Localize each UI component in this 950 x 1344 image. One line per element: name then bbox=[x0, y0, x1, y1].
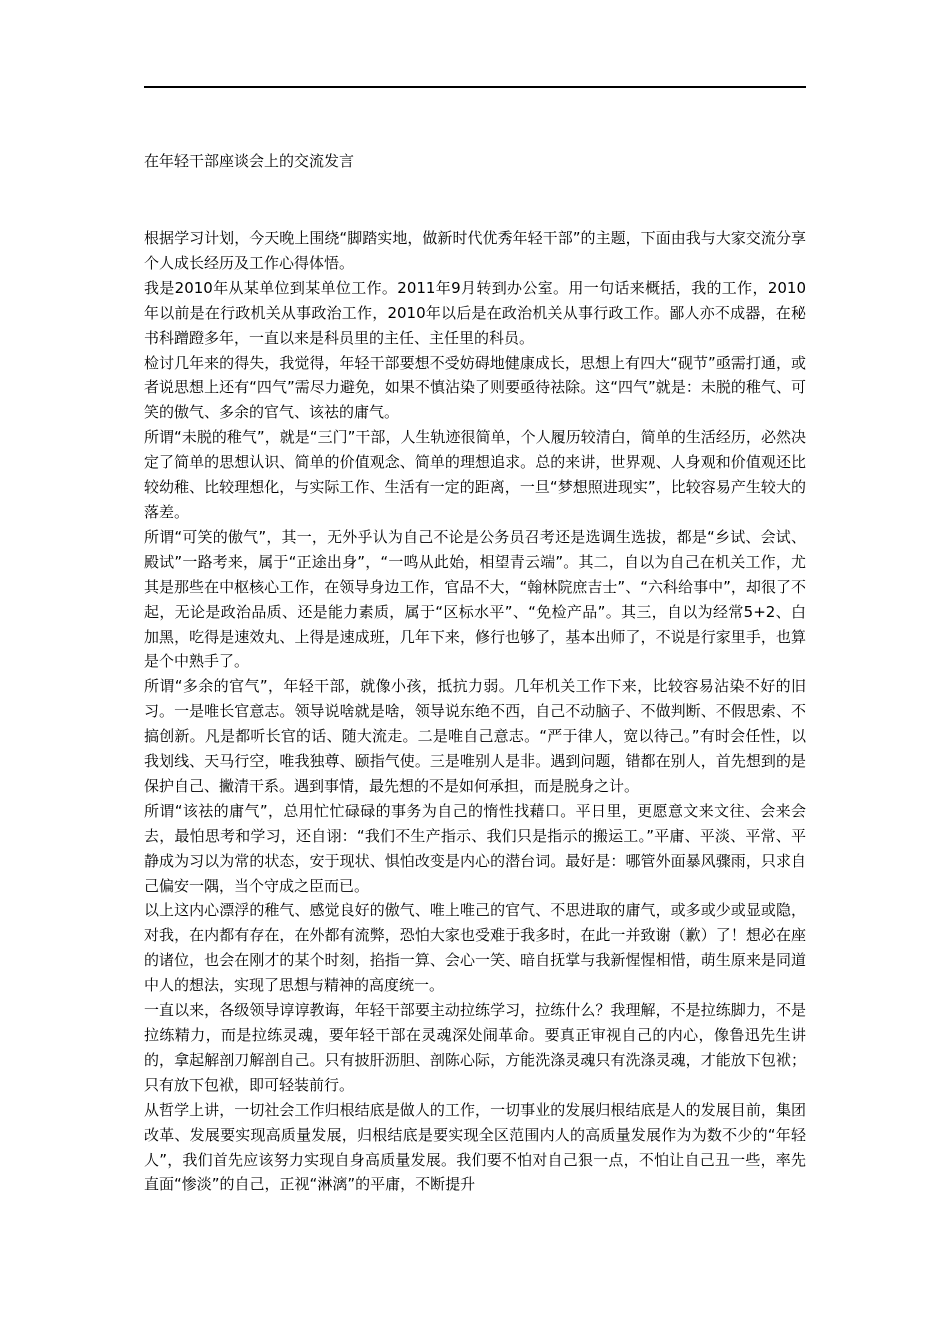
document-title: 在年轻干部座谈会上的交流发言 bbox=[144, 152, 355, 170]
paragraph: 我是2010年从某单位到某单位工作。2011年9月转到办公室。用一句话来概括，我的工作，2010年以前是在行政机关从事政治工作，2010年以后是在政治机关从事行政工作。鄙人亦不成器，在秘书科蹭蹬多年，一直以来是科员里的主任、主任里的科员。 bbox=[144, 278, 806, 347]
paragraph: 根据学习计划，今天晚上围绕“脚踏实地，做新时代优秀年轻干部”的主题，下面由我与大家交流分享个人成长经历及工作心得体悟。 bbox=[144, 229, 806, 272]
document-body bbox=[144, 226, 806, 1197]
paragraph: 所谓“该祛的庸气”，总用忙忙碌碌的事务为自己的惰性找藉口。平日里，更愿意文来文往、会来会去，最怕思考和学习，还自诩：“我们不生产指示、我们只是指示的搬运工。”平庸、平淡、平常、平静成为习以为常的状态，安于现状、惧怕改变是内心的潜台词。最好是：哪管外面暴风骤雨，只求自己偏安一隅，当个守成之臣而已。 bbox=[144, 801, 806, 895]
paragraph: 一直以来，各级领导谆谆教诲，年轻干部要主动拉练学习，拉练什么？我理解，不是拉练脚力，不是拉练精力，而是拉练灵魂，要年轻干部在灵魂深处闹革命。要真正审视自己的内心，像鲁迅先生讲的，拿起解剖刀解剖自己。只有披肝沥胆、剖陈心际，方能洗涤灵魂只有洗涤灵魂，才能放下包袱；只有放下包袱，即可轻装前行。 bbox=[144, 1001, 806, 1094]
paragraph: 以上这内心漂浮的稚气、感觉良好的傲气、唯上唯己的官气、不思进取的庸气，或多或少或显或隐，对我，在内都有存在，在外都有流弊，恐怕大家也受难于我多时，在此一并致谢（歉）了！想必在座的诸位，也会在刚才的某个时刻，掐指一算、会心一笑、暗自抚掌与我新惺惺相惜，萌生原来是同道中人的想法，实现了思想与精神的高度统一。 bbox=[144, 901, 806, 995]
header-rule bbox=[144, 86, 806, 88]
paragraph: 检讨几年来的得失，我觉得，年轻干部要想不受妨碍地健康成长，思想上有四大“砚节”亟需打通，或者说思想上还有“四气”需尽力避免，如果不慎沾染了则要亟待祛除。这“四气”就是：未脱的稚气、可笑的傲气、多余的官气、该祛的庸气。 bbox=[144, 353, 806, 422]
paragraph: 所谓“可笑的傲气”，其一，无外乎认为自己不论是公务员召考还是选调生选拔，都是“乡试、会试、殿试”一路考来，属于“正途出身”，“一鸣从此始，相望青云端”。其二，自以为自己在机关工作，尤其是那些在中枢核心工作，在领导身边工作，官品不大，“翰林院庶吉士”、“六科给事中”，却很了不起，无论是政治品质、还是能力素质，属于“区标水平”、“免检产品”。其三，自以为经常5+2、白加黑，吃得是速效丸、上得是速成班，几年下来，修行也够了，基本出师了，不说是行家里手，也算是个中熟手了。 bbox=[144, 527, 806, 671]
paragraph: 从哲学上讲，一切社会工作归根结底是做人的工作，一切事业的发展归根结底是人的发展目前，集团改革、发展要实现高质量发展，归根结底是要实现全区范围内人的高质量发展作为为数不少的“年轻人”，我们首先应该努力实现自身高质量发展。我们要不怕对自己狠一点，不怕让自己丑一些，率先直面“惨淡”的自己，正视“淋漓”的平庸，不断提升 bbox=[144, 1100, 806, 1194]
paragraph: 所谓“未脱的稚气”，就是“三门”干部，人生轨迹很简单，个人履历较清白，简单的生活经历，必然决定了简单的思想认识、简单的价值观念、简单的理想追求。总的来讲，世界观、人身观和价值观还比较幼稚、比较理想化，与实际工作、生活有一定的距离，一旦“梦想照进现实”，比较容易产生较大的落差。 bbox=[144, 428, 806, 521]
paragraph: 所谓“多余的官气”，年轻干部，就像小孩，抵抗力弱。几年机关工作下来，比较容易沾染不好的旧习。一是唯长官意志。领导说啥就是啥，领导说东绝不西，自己不动脑子、不做判断、不假思索、不搞创新。凡是都听长官的话、随大流走。二是唯自己意志。“严于律人，宽以待己。”有时会任性，以我划线、天马行空，唯我独尊、颐指气使。三是唯别人是非。遇到问题，错都在别人，首先想到的是保护自己、撇清干系。遇到事情，最先想的不是如何承担，而是脱身之计。 bbox=[144, 677, 806, 795]
